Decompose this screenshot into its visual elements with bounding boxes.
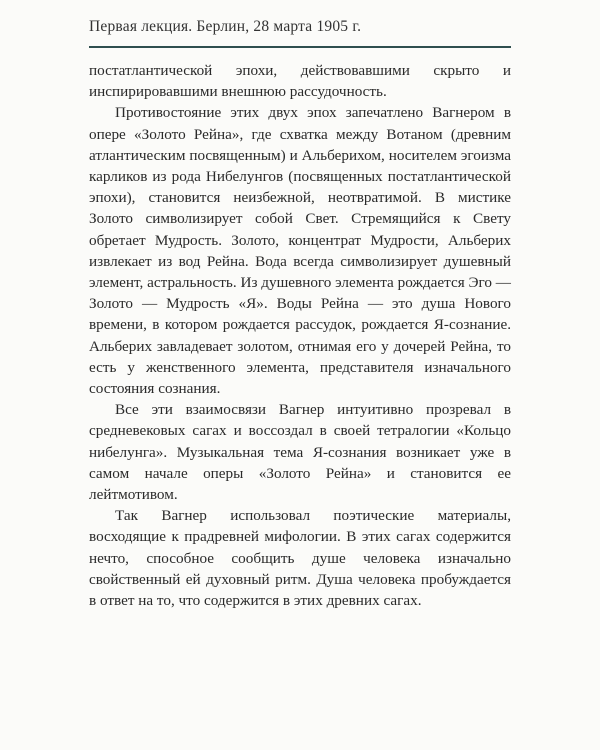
paragraph-ring-tetralogy: Все эти взаимосвязи Вагнер интуитивно прозревал в средневековых сагах и воссоздал в своей тетралогии «Кольцо нибелунга». Музыкальная тема Я-сознания возникает уже в самом начале оперы «Золото Рейна» и становится ее лейтмотивом. — [89, 401, 511, 504]
page-text — [89, 60, 511, 611]
paragraph-wagner-rhinegold: Противостояние этих двух эпох запечатлено Вагнером в опере «Золото Рейна», где схватка между Вотаном (древним атлантическим посвященным) и Альберихом, носителем эгоизма карликов из рода Нибелунгов (посвященных постатлантической эпохи), становится неизбежной, неотвратимой. В мистике Золото символизирует собой Свет. Стремящийся к Свету обретает Мудрость. Золото, концентрат Мудрости, Альберих извлекает из вод Рейна. Вода всегда символизирует душевный элемент, астральность. Из душевного элемента рождается Эго — Золото — Мудрость «Я». Воды Рейна — это душа Нового времени, в котором рождается рассудок, рождается Я-сознание. Альберих завладевает золотом, отнимая его у дочерей Рейна, то есть у женственного элемента, представителя изначального состояния сознания. — [89, 104, 511, 398]
header-rule — [89, 46, 511, 48]
running-head: Первая лекция. Берлин, 28 марта 1905 г. — [89, 18, 362, 35]
paragraph-continuation: постатлантической эпохи, действовавшими скрыто и инспирировавшими внешнюю рассудочность. — [89, 62, 511, 101]
paragraph-mythology: Так Вагнер использовал поэтические материалы, восходящие к прадревней мифологии. В этих сагах содержится нечто, способное сообщить душе человека изначально свойственный ей духовный ритм. Душа человека пробуждается в ответ на то, что содержится в этих древних сагах. — [89, 507, 511, 610]
